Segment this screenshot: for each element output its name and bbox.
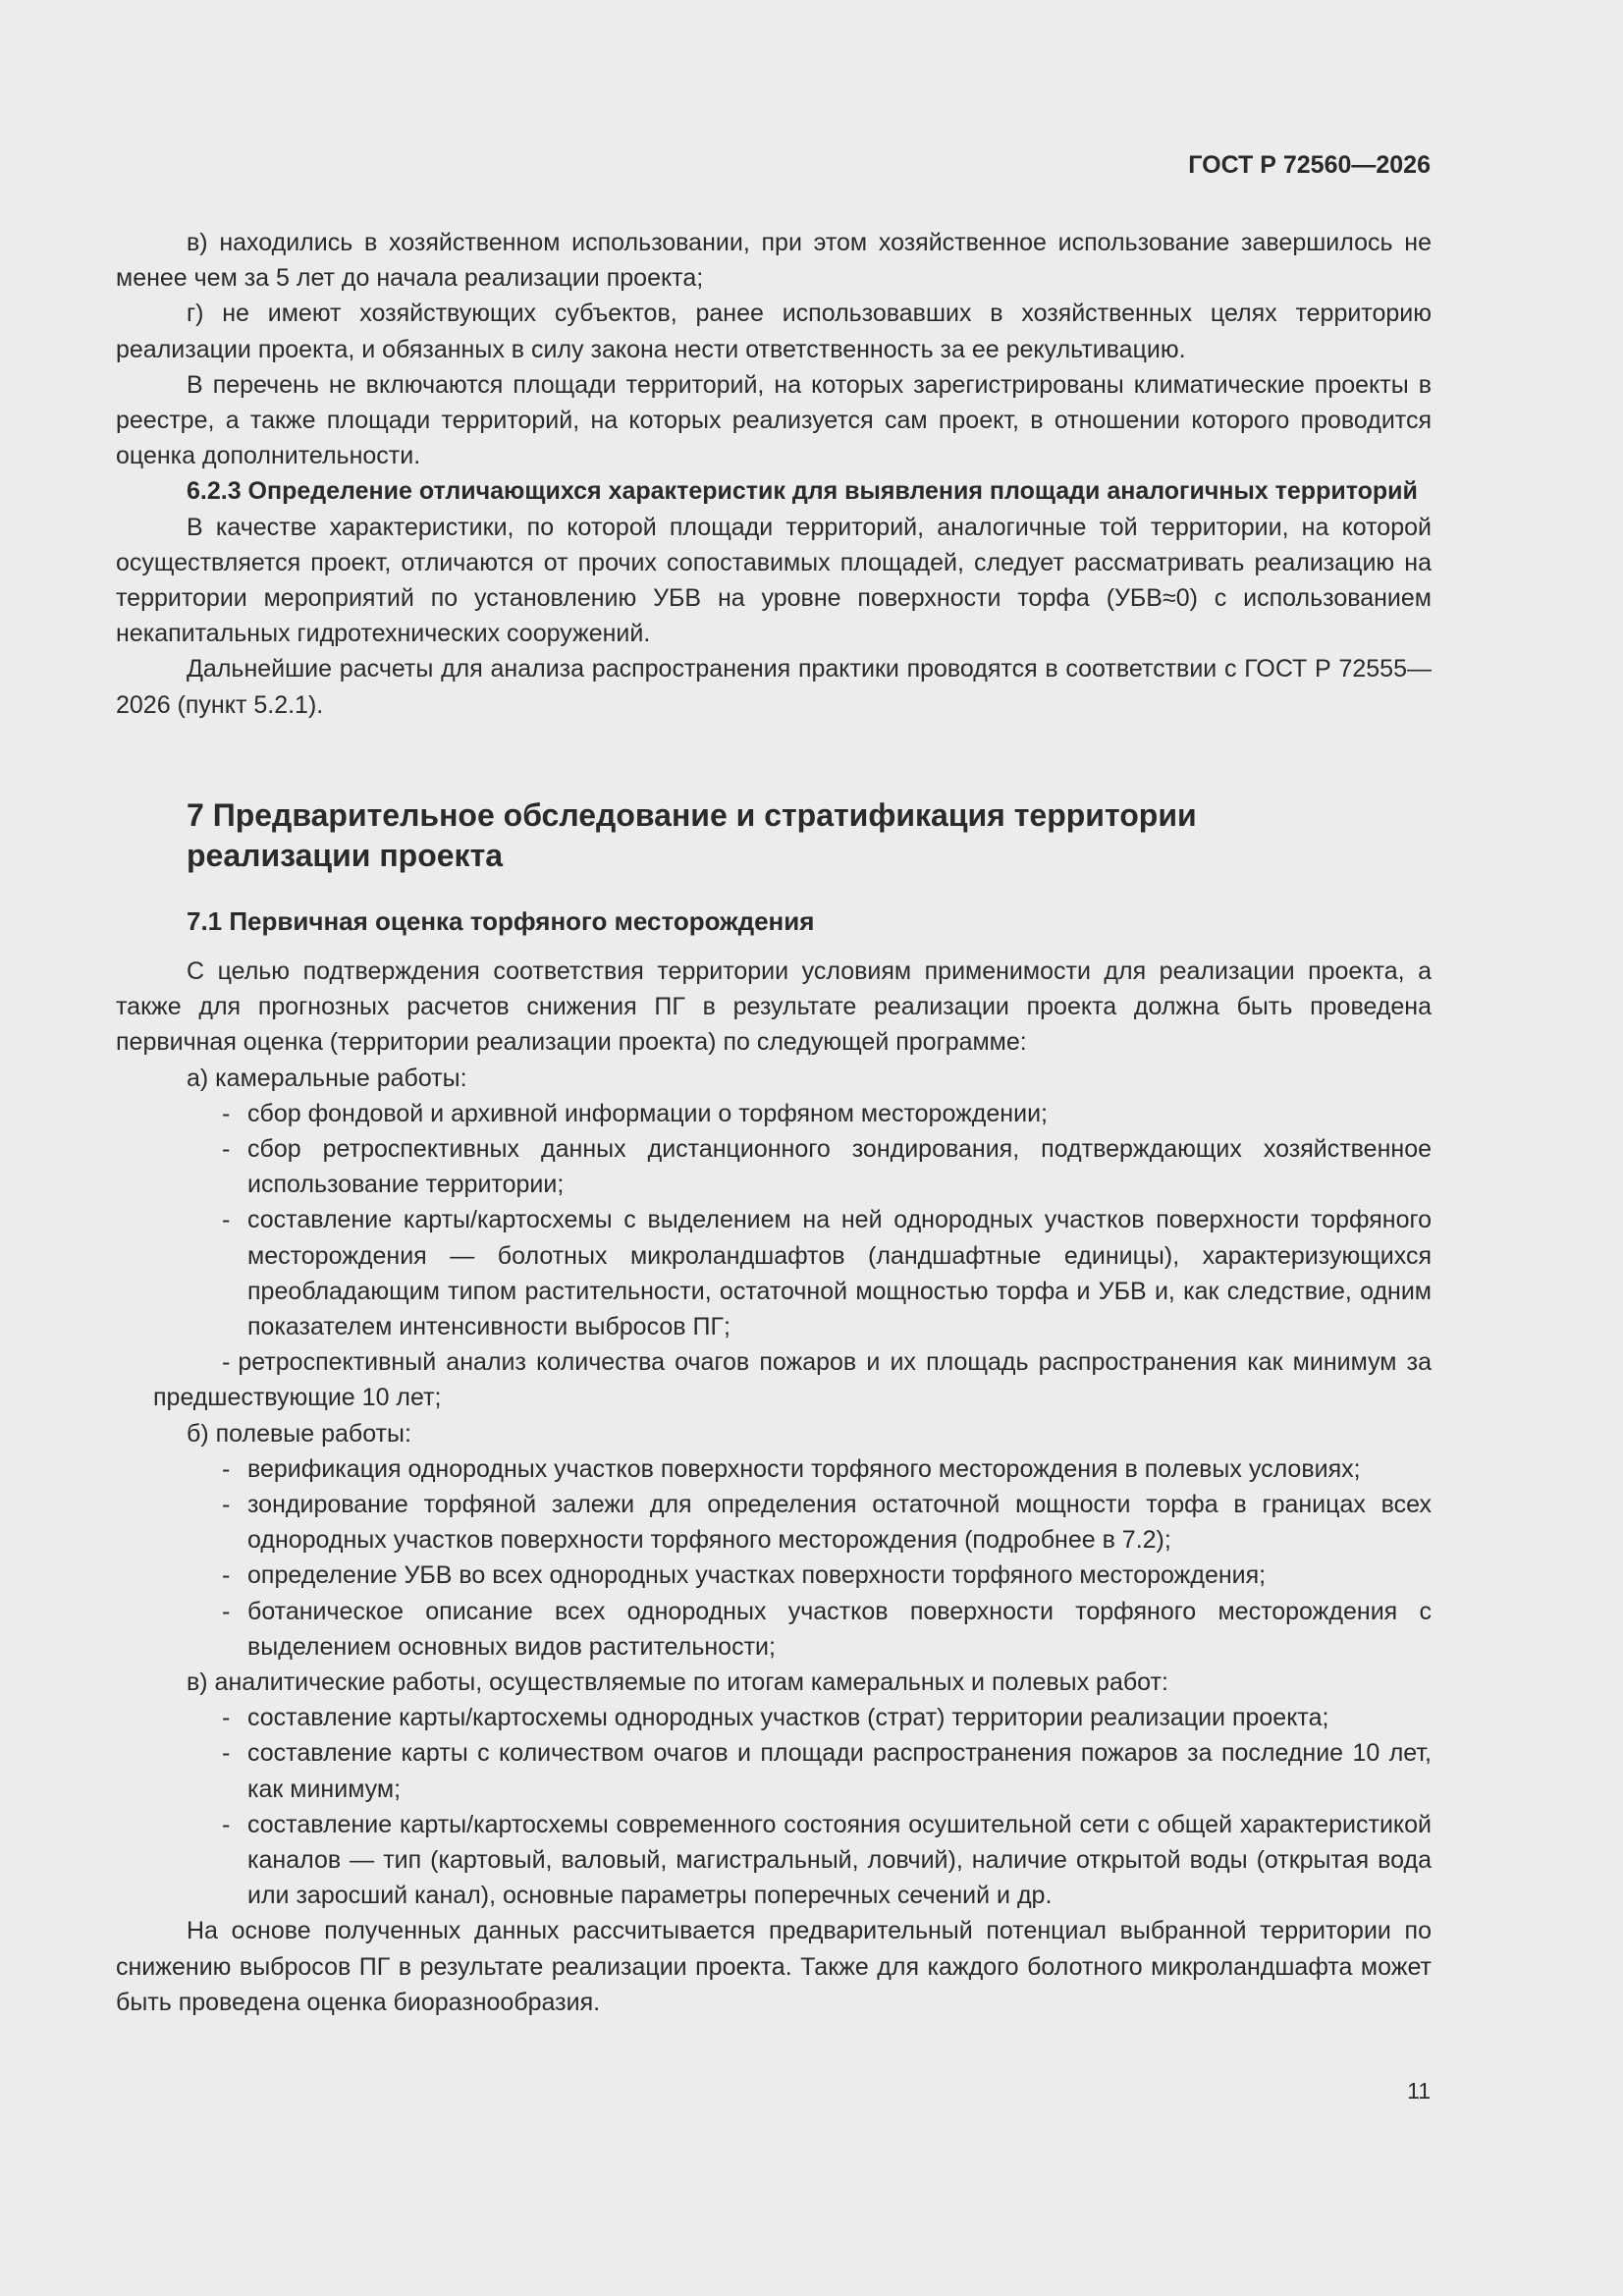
section-7-intro: С целью подтверждения соответствия территории условиям применимости для реализации проекта, а также для прогнозных расчетов снижения ПГ в результате реализации проекта должна быть проведена первичная оценка (территории реализации проекта) по следующей программе: xyxy=(116,957,1432,1057)
bullet-dash: - xyxy=(222,1810,231,1838)
bullet-dash: - xyxy=(222,1454,231,1483)
bullet-dash: - xyxy=(222,1597,231,1625)
list-a-label: а) камеральные работы: xyxy=(187,1064,467,1092)
list-item: - ретроспективный анализ количества очагов пожаров и их площадь распространения как минимум за предшествующие 10 лет; xyxy=(153,1348,1432,1412)
list-item: - сбор ретроспективных данных дистанционного зондирования, подтверждающих хозяйственное использование территории; xyxy=(116,1131,1432,1202)
page-number: 11 xyxy=(1407,2078,1431,2104)
subsection-7-1-title: 7.1 Первичная оценка торфяного месторождения xyxy=(187,906,815,936)
bullet-dash: - xyxy=(222,1099,231,1127)
list-item: - составление карты/картосхемы однородных участков (страт) территории реализации проекта; xyxy=(116,1700,1432,1735)
section-7-title-line2: реализации проекта xyxy=(187,838,504,873)
paragraph-characteristic: В качестве характеристики, по которой площади территорий, аналогичные той территории, на которой осуществляется проект, отличаются от прочих сопоставимых площадей, следует рассматривать реализацию на территории мероприятий по установлению УБВ на уровне поверхности торфа (УБВ≈0) с использованием некапитальных гидротехнических сооружений. xyxy=(116,513,1432,648)
list-item: - верификация однородных участков поверхности торфяного месторождения в полевых условиях; xyxy=(116,1451,1432,1487)
section-7-body xyxy=(116,954,1432,2020)
bullet-dash: - xyxy=(222,1206,231,1234)
list-v-label: в) аналитические работы, осуществляемые по итогам камеральных и полевых работ: xyxy=(187,1668,1168,1697)
paragraph-exclusion: В перечень не включаются площади территорий, на которых зарегистрированы климатические проекты в реестре, а также площади территорий, на которых реализуется сам проект, в отношении которого проводится оценка дополнительности. xyxy=(116,370,1432,470)
bullet-dash: - xyxy=(222,1561,231,1590)
bullet-dash: - xyxy=(222,1739,231,1768)
list-b-label: б) полевые работы: xyxy=(187,1419,411,1448)
list-item: - зондирование торфяной залежи для определения остаточной мощности торфа в границах всех однородных участков поверхности торфяного месторождения (подробнее в 7.2); xyxy=(116,1487,1432,1558)
document-header: ГОСТ Р 72560—2026 xyxy=(1188,151,1431,179)
list-item: - ботаническое описание всех однородных участков поверхности торфяного месторождения с выделением основных видов растительности; xyxy=(116,1594,1432,1665)
list-item: - составление карты/картосхемы современного состояния осушительной сети с общей характеристикой каналов — тип (картовый, валовый, магистральный, ловчий), наличие открытой воды (открытая вода или заросший канал), основные параметры поперечных сечений и др. xyxy=(116,1807,1432,1914)
section-7-title-line1: 7 Предварительное обследование и стратификация территории xyxy=(187,797,1197,833)
paragraph-further-calculations: Дальнейшие расчеты для анализа распространения практики проводятся в соответствии с ГОСТ Р 72555—2026 (пункт 5.2.1). xyxy=(116,655,1432,719)
subsection-heading-6-2-3: 6.2.3 Определение отличающихся характеристик для выявления площади аналогичных территорий xyxy=(187,477,1418,506)
bullet-dash: - xyxy=(222,1704,231,1732)
list-item-g: г) не имеют хозяйствующих субъектов, ранее использовавших в хозяйственных целях территорию реализации проекта, и обязанных в силу закона нести ответственность за ее рекультивацию. xyxy=(116,300,1432,363)
list-item: - составление карты с количеством очагов и площади распространения пожаров за последние 10 лет, как минимум; xyxy=(116,1735,1432,1806)
list-item: - составление карты/картосхемы с выделением на ней однородных участков поверхности торфяного месторождения — болотных микроландшафтов (ландшафтные единицы), характеризующихся преобладающим типом растительности, остаточной мощностью торфа и УБВ и, как следствие, одним показателем интенсивности выбросов ПГ; xyxy=(116,1202,1432,1344)
bullet-dash: - xyxy=(222,1491,231,1519)
list-item: - сбор фондовой и архивной информации о торфяном месторождении; xyxy=(116,1096,1432,1131)
bullet-dash: - xyxy=(222,1348,231,1377)
bullet-dash: - xyxy=(222,1135,231,1164)
list-item-v: в) находились в хозяйственном использовании, при этом хозяйственное использование завершилось не менее чем за 5 лет до начала реализации проекта; xyxy=(116,229,1432,293)
top-block xyxy=(116,225,1432,723)
section-7-title xyxy=(187,795,1365,876)
section-7-conclusion: На основе полученных данных рассчитывается предварительный потенциал выбранной территории по снижению выбросов ПГ в результате реализации проекта. Также для каждого болотного микроландшафта может быть проведена оценка биоразнообразия. xyxy=(116,1917,1432,2016)
list-item: - определение УБВ во всех однородных участках поверхности торфяного месторождения; xyxy=(116,1558,1432,1593)
